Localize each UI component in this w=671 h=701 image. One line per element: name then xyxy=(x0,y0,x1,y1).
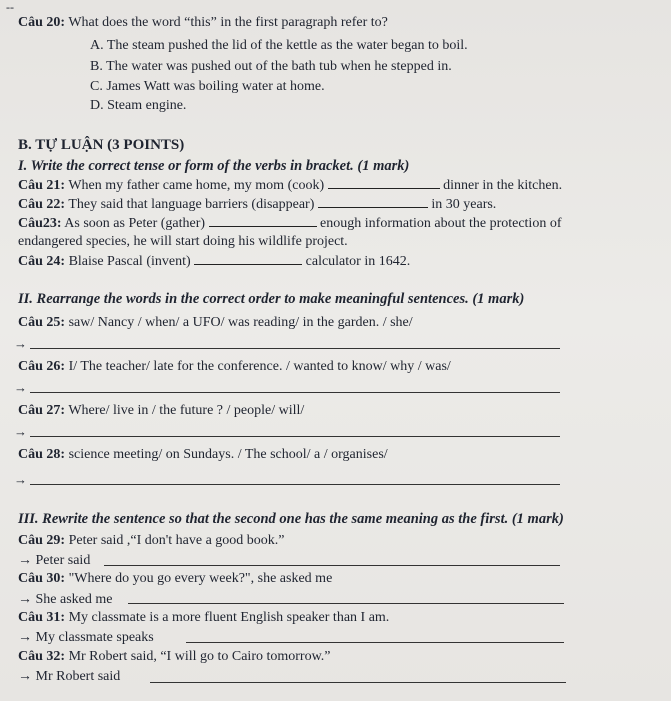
answer-line[interactable] xyxy=(30,392,560,393)
question-text: Peter said ,“I don't have a good book.” xyxy=(68,533,285,548)
answer-line[interactable] xyxy=(30,348,560,349)
question-23 xyxy=(18,214,562,232)
answer-prompt-29 xyxy=(18,552,90,569)
question-22 xyxy=(18,195,496,213)
question-text: "Where do you go every week?", she asked me xyxy=(68,571,333,586)
part2-heading: II. Rearrange the words in the correct order to make meaningful sentences. (1 mark) xyxy=(18,291,525,307)
question-text-after: calculator in 1642. xyxy=(305,254,411,269)
answer-blank[interactable] xyxy=(318,195,428,208)
question-label: Câu23: xyxy=(18,216,62,231)
question-31 xyxy=(18,609,389,626)
question-label: Câu 22: xyxy=(18,197,66,212)
answer-blank[interactable] xyxy=(328,176,440,189)
question-20 xyxy=(18,14,388,31)
prompt-text: → She asked me xyxy=(18,592,113,607)
question-24 xyxy=(18,252,410,270)
part1-heading: I. Write the correct tense or form of the verbs in bracket. (1 mark) xyxy=(18,158,410,174)
question-label: Câu 21: xyxy=(18,178,66,193)
option-b: B. The water was pushed out of the bath tub when he stepped in. xyxy=(90,59,452,74)
question-30 xyxy=(18,570,332,587)
option-c: C. James Watt was boiling water at home. xyxy=(90,79,325,94)
question-text: When my father came home, my mom (cook) xyxy=(68,178,325,193)
question-text-after: enough information about the protection of xyxy=(320,216,562,231)
part3-heading: III. Rewrite the sentence so that the second one has the same meaning as the first. (1 mark) xyxy=(18,511,564,527)
question-text-after: in 30 years. xyxy=(431,197,497,212)
answer-line[interactable] xyxy=(128,603,564,604)
question-text: As soon as Peter (gather) xyxy=(64,216,206,231)
question-label: Câu 30: xyxy=(18,571,66,586)
option-a: A. The steam pushed the lid of the kettle as the water began to boil. xyxy=(90,38,468,53)
question-label: Câu 24: xyxy=(18,254,66,269)
arrow-icon: → xyxy=(14,472,27,487)
section-b-title: B. TỰ LUẬN (3 POINTS) xyxy=(18,137,185,153)
question-label: Câu 32: xyxy=(18,649,66,664)
answer-line[interactable] xyxy=(30,484,560,485)
answer-line[interactable] xyxy=(150,682,566,683)
question-text: saw/ Nancy / when/ a UFO/ was reading/ in the garden. / she/ xyxy=(68,315,413,330)
answer-line[interactable] xyxy=(104,565,560,566)
question-label: Câu 31: xyxy=(18,610,66,625)
question-text: They said that language barriers (disappear) xyxy=(68,197,315,212)
question-text: Blaise Pascal (invent) xyxy=(68,254,191,269)
question-text: Mr Robert said, “I will go to Cairo tomorrow.” xyxy=(68,649,331,664)
question-label: Câu 28: xyxy=(18,447,66,462)
answer-prompt-31 xyxy=(18,629,154,646)
arrow-icon: → xyxy=(14,424,27,439)
prompt-text: → Peter said xyxy=(18,553,91,568)
question-text: science meeting/ on Sundays. / The school/ a / organises/ xyxy=(68,447,388,462)
prompt-text: → My classmate speaks xyxy=(18,630,154,645)
question-25 xyxy=(18,314,413,331)
question-32 xyxy=(18,648,331,665)
answer-line[interactable] xyxy=(186,642,564,643)
arrow-icon: → xyxy=(14,380,27,395)
header-mark: -- xyxy=(6,0,14,14)
answer-prompt-32 xyxy=(18,668,120,685)
question-label: Câu 20: xyxy=(18,15,66,30)
question-28 xyxy=(18,446,388,463)
question-label: Câu 27: xyxy=(18,403,66,418)
answer-prompt-30 xyxy=(18,591,112,608)
question-label: Câu 26: xyxy=(18,359,66,374)
question-label: Câu 29: xyxy=(18,533,66,548)
answer-blank[interactable] xyxy=(209,214,317,227)
answer-blank[interactable] xyxy=(194,252,302,265)
question-21 xyxy=(18,176,562,194)
question-23-continued: endangered species, he will start doing his wildlife project. xyxy=(18,234,348,249)
option-d: D. Steam engine. xyxy=(90,98,187,113)
question-text: My classmate is a more fluent English speaker than I am. xyxy=(68,610,390,625)
question-27 xyxy=(18,402,304,419)
question-29 xyxy=(18,532,285,549)
prompt-text: → Mr Robert said xyxy=(18,669,121,684)
question-26 xyxy=(18,358,451,375)
question-text: I/ The teacher/ late for the conference. / wanted to know/ why / was/ xyxy=(68,359,451,374)
question-label: Câu 25: xyxy=(18,315,66,330)
question-text: What does the word “this” in the first paragraph refer to? xyxy=(68,15,388,30)
question-text: Where/ live in / the future ? / people/ will/ xyxy=(68,403,305,418)
arrow-icon: → xyxy=(14,336,27,351)
answer-line[interactable] xyxy=(30,436,560,437)
question-text-after: dinner in the kitchen. xyxy=(443,178,563,193)
